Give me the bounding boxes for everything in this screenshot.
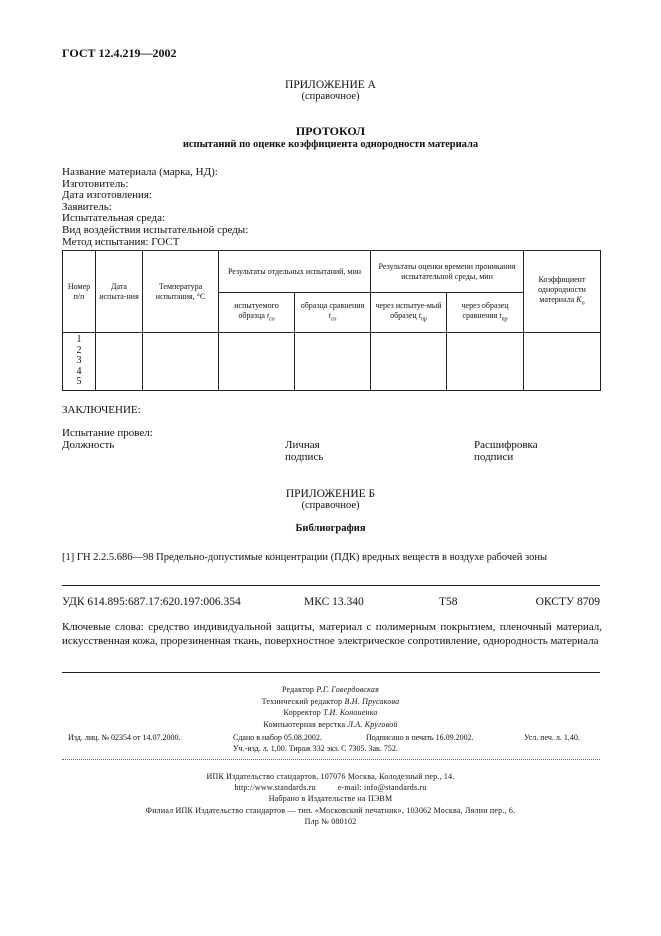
sub-tested-sample xyxy=(219,293,295,333)
field-applicant: Заявитель: xyxy=(62,200,112,213)
imprint-line: http://www.standards.ru e-mail: info@standards.ru xyxy=(234,783,427,793)
credit-layout-name: Л.А. Круговой xyxy=(347,719,398,729)
group-penetration-header: Результаты оценки времени проникания испытательной среды, мин xyxy=(371,251,524,293)
sub-through-compare xyxy=(447,293,524,333)
credits xyxy=(0,684,661,730)
appendix-a-title: ПРИЛОЖЕНИЕ А xyxy=(285,79,376,91)
credit-corrector-name: Т.И. Кононенко xyxy=(323,708,378,717)
divider xyxy=(62,672,600,673)
group-results-header: Результаты отдельных испытаний, мин xyxy=(219,251,371,293)
sub-through-compare-subscript: пр xyxy=(501,316,508,323)
field-manufacture-date: Дата изготовления: xyxy=(62,189,152,202)
sub-compare-symbol: t xyxy=(328,310,331,320)
protocol-fields xyxy=(62,167,248,248)
coefficient-symbol: K xyxy=(576,294,582,304)
table-row: 5 xyxy=(76,376,82,388)
credit-tech-name: В.Н. Прусакова xyxy=(344,696,400,706)
keywords: Ключевые слова: средство индивидуальной защиты, материал с полимерным покрытием, пленочный материал, искусственная кожа, прорезиненная ткань, поверхностное электрическое сопротивление, однородность материала xyxy=(62,621,602,647)
sub-compare-sample xyxy=(295,293,371,333)
empty-cell xyxy=(143,333,219,391)
signature-decoding: Расшифровка xyxy=(474,439,538,451)
appendix-a-subtitle: (справочное) xyxy=(301,91,360,102)
credit-corrector xyxy=(0,707,661,719)
empty-cell xyxy=(524,333,601,391)
pub-line2: Уч.-изд. л. 1,00. Тираж 332 экз. С 7305. Зак. 752. xyxy=(233,744,398,753)
protocol-subtitle: испытаний по оценке коэффициента однородности материала xyxy=(182,139,479,150)
okstu-code: ОКСТУ 8709 xyxy=(535,596,600,608)
credit-editor-label: Редактор xyxy=(281,685,315,694)
divider xyxy=(62,585,600,586)
sub-through-tested-subscript: пр xyxy=(420,316,427,323)
imprint xyxy=(0,771,661,827)
sub-compare-label: образца сравнения xyxy=(300,300,365,310)
col-coefficient-header xyxy=(524,251,601,333)
signature-personal-2: подпись xyxy=(285,451,324,463)
udk-code: УДК 614.895:687.17:620.197:006.354 xyxy=(62,596,241,608)
appendix-b-subtitle: (справочное) xyxy=(301,500,360,511)
sub-tested-label: испытуемого образца xyxy=(234,300,279,320)
empty-cell xyxy=(96,333,143,391)
table-row: 2 xyxy=(76,344,82,356)
credit-editor-name: Р.Г. Говердовская xyxy=(316,685,380,694)
bibliography-heading: Библиография xyxy=(295,523,366,534)
pub-sheets: Усл. печ. л. 1,40. xyxy=(524,733,580,742)
col-number-header: Номер п/п xyxy=(63,251,96,333)
table-row: 1 xyxy=(76,334,82,346)
credit-tech-label: Технический редактор xyxy=(261,696,343,706)
credit-layout-label: Компьютерная верстка xyxy=(263,719,346,729)
empty-cell xyxy=(219,333,295,391)
imprint-line: Плр № 080102 xyxy=(304,816,357,826)
sub-through-tested-symbol: t xyxy=(418,310,421,320)
protocol-table xyxy=(62,250,601,391)
imprint-line: ИПК Издательство стандартов, 107076 Москва, Колодезный пер., 14. xyxy=(206,772,455,781)
field-test-medium: Испытательная среда: xyxy=(62,212,166,225)
tested-by-label: Испытание провел: xyxy=(62,427,153,439)
pub-signed: Подписано в печать 16.09.2002. xyxy=(366,733,474,742)
sub-through-compare-label: через образец сравнения xyxy=(461,300,509,320)
sub-compare-subscript: со xyxy=(330,316,337,323)
col-date-header: Дата испыта-ния xyxy=(96,251,143,333)
empty-cell xyxy=(447,333,524,391)
mks-code: МКС 13.340 xyxy=(304,596,364,608)
t-code: Т58 xyxy=(439,596,458,608)
empty-cell xyxy=(371,333,447,391)
sub-through-tested-label: через испытуе-мый образец xyxy=(375,300,442,320)
divider xyxy=(62,759,600,760)
bibliography-entry: [1] ГН 2.2.5.686—98 Предельно-допустимые концентрации (ПДК) вредных веществ в воздухе рабочей зоны xyxy=(62,552,548,563)
credit-editor xyxy=(0,684,661,696)
imprint-line: Набрано в Издательстве на ПЭВМ xyxy=(268,794,393,804)
field-exposure-type: Вид воздействия испытательной среды: xyxy=(62,223,249,236)
credit-corrector-label: Корректор xyxy=(283,708,321,717)
credit-layout xyxy=(0,719,661,731)
table-row: 4 xyxy=(76,365,82,377)
imprint-line: Филиал ИПК Издательство стандартов — тип. «Московский печатник», 103062 Москва, Лялин пер., 6. xyxy=(145,805,516,815)
protocol-title: ПРОТОКОЛ xyxy=(295,124,366,138)
field-material-name: Название материала (марка, НД): xyxy=(62,166,218,178)
field-test-method: Метод испытания: ГОСТ xyxy=(62,235,180,248)
signature-decoding-2: подписи xyxy=(474,451,514,463)
pub-sent: Сдано в набор 05.08.2002. xyxy=(233,733,322,742)
empty-cell xyxy=(295,333,371,391)
col-temperature-header: Температура испытания, °С xyxy=(143,251,219,333)
sub-through-compare-symbol: t xyxy=(499,310,502,320)
pub-license: Изд. лиц. № 02354 от 14.07.2000. xyxy=(68,733,181,742)
sub-through-tested xyxy=(371,293,447,333)
coefficient-subscript: о xyxy=(581,300,585,307)
appendix-b-title: ПРИЛОЖЕНИЕ Б xyxy=(285,488,376,500)
table-row: 3 xyxy=(76,355,82,367)
document-header: ГОСТ 12.4.219—2002 xyxy=(62,46,177,60)
credit-tech-editor xyxy=(0,696,661,708)
field-manufacturer: Изготовитель: xyxy=(62,177,129,190)
signature-personal: Личная xyxy=(285,439,320,451)
coefficient-label: Коэффициент однородности материала xyxy=(538,274,586,304)
row-numbers xyxy=(63,333,96,391)
conclusion-label: ЗАКЛЮЧЕНИЕ: xyxy=(62,404,141,416)
sub-tested-symbol: t xyxy=(266,310,270,320)
sub-tested-subscript: со xyxy=(269,316,275,323)
signature-position: Должность xyxy=(62,439,115,451)
